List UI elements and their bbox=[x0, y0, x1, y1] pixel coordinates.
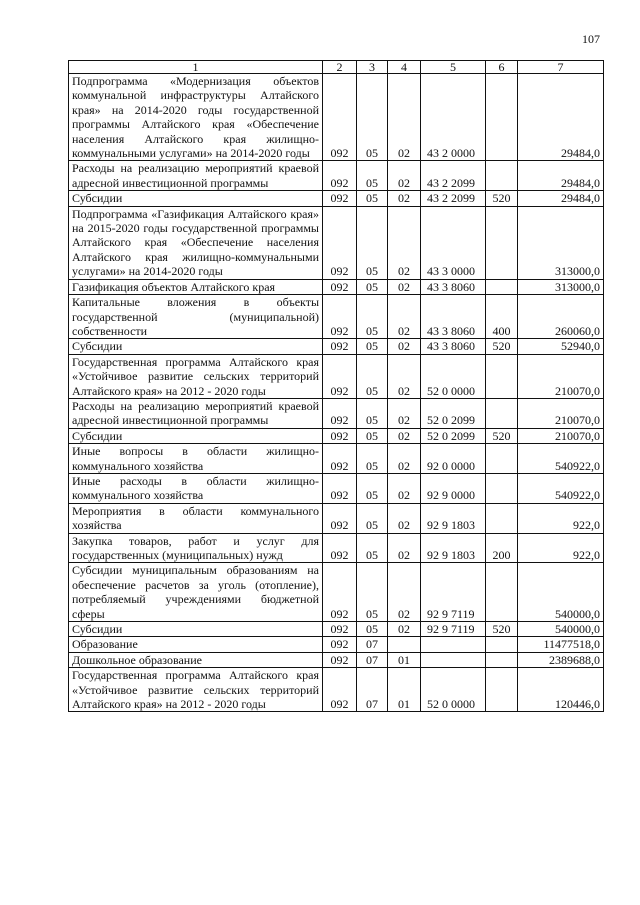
row-name: Субсидии муниципальным образованиям на обеспечение расчетов за уголь (отопление), потребляемый учреждениями бюджетной сферы bbox=[69, 563, 323, 622]
section-code: 05 bbox=[357, 503, 388, 533]
admin-code: 092 bbox=[323, 637, 357, 652]
target-article-code bbox=[421, 652, 486, 667]
subsection-code: 02 bbox=[388, 622, 421, 637]
target-article-code bbox=[421, 637, 486, 652]
expense-type-code bbox=[486, 161, 518, 191]
table-row bbox=[69, 563, 604, 622]
row-name: Мероприятия в области коммунального хозяйства bbox=[69, 503, 323, 533]
admin-code: 092 bbox=[323, 473, 357, 503]
section-code: 05 bbox=[357, 533, 388, 563]
expense-type-code: 520 bbox=[486, 339, 518, 354]
table-row bbox=[69, 161, 604, 191]
subsection-code: 02 bbox=[388, 74, 421, 161]
subsection-code: 02 bbox=[388, 354, 421, 398]
section-code: 05 bbox=[357, 295, 388, 339]
amount: 120446,0 bbox=[518, 668, 604, 712]
table-header-row bbox=[69, 61, 604, 74]
subsection-code: 02 bbox=[388, 398, 421, 428]
expense-type-code bbox=[486, 473, 518, 503]
amount: 540922,0 bbox=[518, 473, 604, 503]
row-name: Газификация объектов Алтайского края bbox=[69, 279, 323, 294]
admin-code: 092 bbox=[323, 668, 357, 712]
header-cell-2: 2 bbox=[323, 61, 357, 74]
admin-code: 092 bbox=[323, 295, 357, 339]
admin-code: 092 bbox=[323, 503, 357, 533]
subsection-code: 02 bbox=[388, 444, 421, 474]
subsection-code: 02 bbox=[388, 503, 421, 533]
admin-code: 092 bbox=[323, 279, 357, 294]
target-article-code: 43 3 8060 bbox=[421, 339, 486, 354]
table-row bbox=[69, 652, 604, 667]
budget-table-body bbox=[69, 61, 604, 712]
amount: 2389688,0 bbox=[518, 652, 604, 667]
target-article-code: 92 9 0000 bbox=[421, 473, 486, 503]
section-code: 07 bbox=[357, 637, 388, 652]
expense-type-code bbox=[486, 503, 518, 533]
section-code: 05 bbox=[357, 563, 388, 622]
expense-type-code bbox=[486, 668, 518, 712]
table-row bbox=[69, 637, 604, 652]
subsection-code: 02 bbox=[388, 206, 421, 279]
expense-type-code bbox=[486, 279, 518, 294]
row-name: Государственная программа Алтайского края «Устойчивое развитие сельских территорий Алтайского края» на 2012 - 2020 годы bbox=[69, 668, 323, 712]
amount: 540000,0 bbox=[518, 622, 604, 637]
row-name: Расходы на реализацию мероприятий краевой адресной инвестиционной программы bbox=[69, 161, 323, 191]
header-cell-4: 4 bbox=[388, 61, 421, 74]
subsection-code bbox=[388, 637, 421, 652]
header-cell-5: 5 bbox=[421, 61, 486, 74]
row-name: Дошкольное образование bbox=[69, 652, 323, 667]
target-article-code: 92 9 7119 bbox=[421, 563, 486, 622]
section-code: 05 bbox=[357, 161, 388, 191]
amount: 313000,0 bbox=[518, 206, 604, 279]
row-name: Государственная программа Алтайского края «Устойчивое развитие сельских территорий Алтайского края» на 2012 - 2020 годы bbox=[69, 354, 323, 398]
table-row bbox=[69, 473, 604, 503]
admin-code: 092 bbox=[323, 428, 357, 443]
header-cell-1: 1 bbox=[69, 61, 323, 74]
subsection-code: 02 bbox=[388, 339, 421, 354]
section-code: 07 bbox=[357, 668, 388, 712]
table-row bbox=[69, 206, 604, 279]
expense-type-code bbox=[486, 637, 518, 652]
table-row bbox=[69, 354, 604, 398]
table-row bbox=[69, 279, 604, 294]
admin-code: 092 bbox=[323, 533, 357, 563]
target-article-code: 43 3 0000 bbox=[421, 206, 486, 279]
subsection-code: 01 bbox=[388, 652, 421, 667]
subsection-code: 02 bbox=[388, 428, 421, 443]
header-cell-6: 6 bbox=[486, 61, 518, 74]
section-code: 05 bbox=[357, 428, 388, 443]
table-row bbox=[69, 622, 604, 637]
row-name: Субсидии bbox=[69, 339, 323, 354]
amount: 29484,0 bbox=[518, 74, 604, 161]
budget-table bbox=[68, 60, 604, 712]
subsection-code: 02 bbox=[388, 295, 421, 339]
section-code: 05 bbox=[357, 444, 388, 474]
expense-type-code bbox=[486, 563, 518, 622]
row-name: Субсидии bbox=[69, 428, 323, 443]
section-code: 05 bbox=[357, 206, 388, 279]
row-name: Расходы на реализацию мероприятий краевой адресной инвестиционной программы bbox=[69, 398, 323, 428]
table-row bbox=[69, 191, 604, 206]
expense-type-code bbox=[486, 652, 518, 667]
expense-type-code bbox=[486, 354, 518, 398]
target-article-code: 43 3 8060 bbox=[421, 295, 486, 339]
admin-code: 092 bbox=[323, 652, 357, 667]
section-code: 05 bbox=[357, 398, 388, 428]
page-number: 107 bbox=[582, 32, 600, 46]
target-article-code: 52 0 2099 bbox=[421, 428, 486, 443]
row-name: Иные вопросы в области жилищно-коммунального хозяйства bbox=[69, 444, 323, 474]
subsection-code: 02 bbox=[388, 191, 421, 206]
target-article-code: 52 0 0000 bbox=[421, 668, 486, 712]
row-name: Капитальные вложения в объекты государственной (муниципальной) собственности bbox=[69, 295, 323, 339]
target-article-code: 92 9 1803 bbox=[421, 503, 486, 533]
row-name: Подпрограмма «Газификация Алтайского края» на 2015-2020 годы государственной программы Алтайского края «Обеспечение населения Алтайского края жилищно-коммунальными услугами» на 2014-2020 годы bbox=[69, 206, 323, 279]
target-article-code: 43 2 2099 bbox=[421, 161, 486, 191]
target-article-code: 43 3 8060 bbox=[421, 279, 486, 294]
expense-type-code: 200 bbox=[486, 533, 518, 563]
target-article-code: 52 0 2099 bbox=[421, 398, 486, 428]
row-name: Субсидии bbox=[69, 622, 323, 637]
target-article-code: 43 2 0000 bbox=[421, 74, 486, 161]
row-name: Подпрограмма «Модернизация объектов коммунальной инфраструктуры Алтайского края» на 2014-2020 годы государственной программы Алтайского края «Обеспечение населения Алтайского края жилищно-коммунальными услугами» на 2014-2020 годы bbox=[69, 74, 323, 161]
section-code: 05 bbox=[357, 191, 388, 206]
subsection-code: 02 bbox=[388, 473, 421, 503]
section-code: 07 bbox=[357, 652, 388, 667]
admin-code: 092 bbox=[323, 622, 357, 637]
header-cell-7: 7 bbox=[518, 61, 604, 74]
table-row bbox=[69, 74, 604, 161]
section-code: 05 bbox=[357, 354, 388, 398]
amount: 210070,0 bbox=[518, 398, 604, 428]
subsection-code: 01 bbox=[388, 668, 421, 712]
subsection-code: 02 bbox=[388, 161, 421, 191]
amount: 210070,0 bbox=[518, 428, 604, 443]
amount: 922,0 bbox=[518, 533, 604, 563]
admin-code: 092 bbox=[323, 398, 357, 428]
header-cell-3: 3 bbox=[357, 61, 388, 74]
expense-type-code bbox=[486, 206, 518, 279]
target-article-code: 43 2 2099 bbox=[421, 191, 486, 206]
amount: 313000,0 bbox=[518, 279, 604, 294]
expense-type-code bbox=[486, 398, 518, 428]
admin-code: 092 bbox=[323, 339, 357, 354]
row-name: Иные расходы в области жилищно-коммунального хозяйства bbox=[69, 473, 323, 503]
expense-type-code: 400 bbox=[486, 295, 518, 339]
target-article-code: 92 9 7119 bbox=[421, 622, 486, 637]
section-code: 05 bbox=[357, 339, 388, 354]
amount: 29484,0 bbox=[518, 191, 604, 206]
table-row bbox=[69, 295, 604, 339]
amount: 540922,0 bbox=[518, 444, 604, 474]
table-row bbox=[69, 398, 604, 428]
amount: 210070,0 bbox=[518, 354, 604, 398]
expense-type-code: 520 bbox=[486, 428, 518, 443]
amount: 540000,0 bbox=[518, 563, 604, 622]
admin-code: 092 bbox=[323, 206, 357, 279]
subsection-code: 02 bbox=[388, 563, 421, 622]
amount: 11477518,0 bbox=[518, 637, 604, 652]
table-row bbox=[69, 339, 604, 354]
amount: 52940,0 bbox=[518, 339, 604, 354]
admin-code: 092 bbox=[323, 191, 357, 206]
admin-code: 092 bbox=[323, 563, 357, 622]
admin-code: 092 bbox=[323, 354, 357, 398]
amount: 260060,0 bbox=[518, 295, 604, 339]
target-article-code: 92 0 0000 bbox=[421, 444, 486, 474]
admin-code: 092 bbox=[323, 161, 357, 191]
row-name: Субсидии bbox=[69, 191, 323, 206]
amount: 922,0 bbox=[518, 503, 604, 533]
section-code: 05 bbox=[357, 622, 388, 637]
table-row bbox=[69, 503, 604, 533]
expense-type-code: 520 bbox=[486, 191, 518, 206]
table-row bbox=[69, 444, 604, 474]
section-code: 05 bbox=[357, 279, 388, 294]
amount: 29484,0 bbox=[518, 161, 604, 191]
subsection-code: 02 bbox=[388, 533, 421, 563]
table-row bbox=[69, 668, 604, 712]
expense-type-code: 520 bbox=[486, 622, 518, 637]
expense-type-code bbox=[486, 74, 518, 161]
expense-type-code bbox=[486, 444, 518, 474]
row-name: Закупка товаров, работ и услуг для государственных (муниципальных) нужд bbox=[69, 533, 323, 563]
target-article-code: 92 9 1803 bbox=[421, 533, 486, 563]
table-row bbox=[69, 428, 604, 443]
table-row bbox=[69, 533, 604, 563]
row-name: Образование bbox=[69, 637, 323, 652]
admin-code: 092 bbox=[323, 74, 357, 161]
subsection-code: 02 bbox=[388, 279, 421, 294]
section-code: 05 bbox=[357, 74, 388, 161]
section-code: 05 bbox=[357, 473, 388, 503]
target-article-code: 52 0 0000 bbox=[421, 354, 486, 398]
admin-code: 092 bbox=[323, 444, 357, 474]
